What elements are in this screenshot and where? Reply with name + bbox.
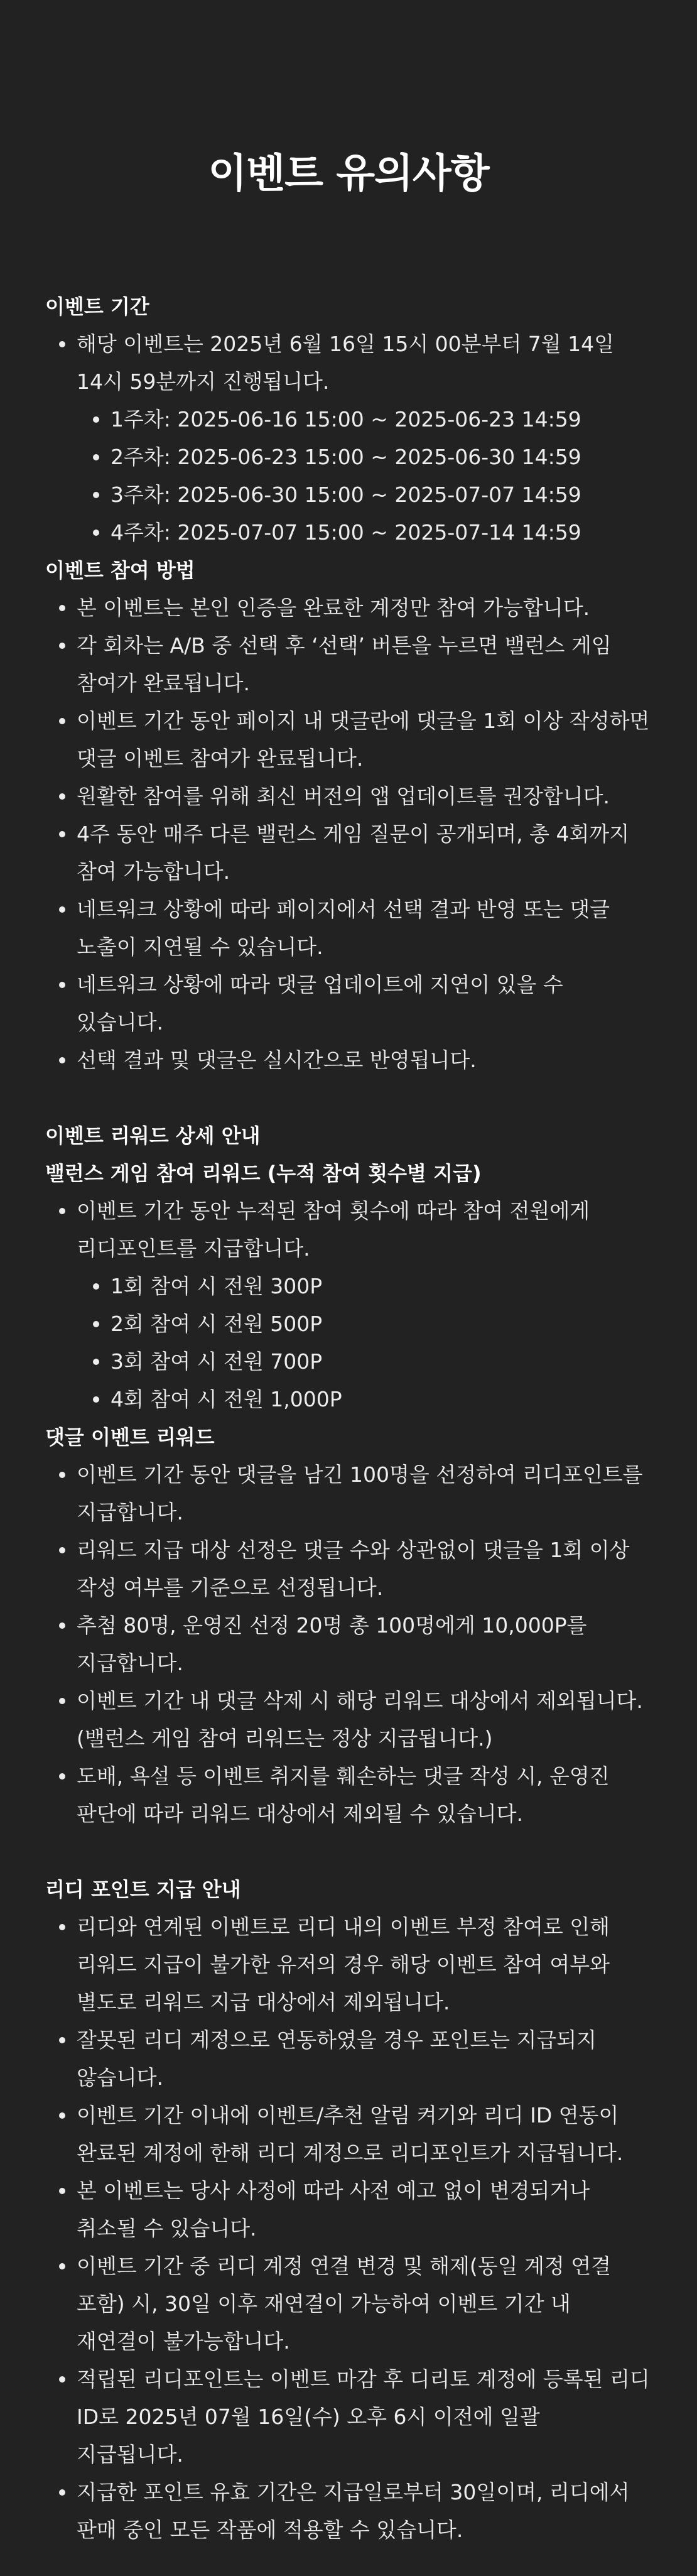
balance-reward-heading: 밸런스 게임 참여 리워드 (누적 참여 횟수별 지급) bbox=[45, 1161, 482, 1185]
list-item: 1주차: 2025-06-16 15:00 ~ 2025-06-23 14:59 bbox=[79, 401, 652, 438]
week-schedule-list bbox=[79, 401, 652, 552]
list-item: 네트워크 상황에 따라 페이지에서 선택 결과 반영 또는 댓글 노출이 지연될 수 있습니다. bbox=[45, 891, 652, 966]
list-item bbox=[45, 325, 652, 552]
balance-reward-text: 이벤트 기간 동안 누적된 참여 횟수에 따라 참여 전원에게 리디포인트를 지급합니다. bbox=[77, 1198, 590, 1261]
participation-heading: 이벤트 참여 방법 bbox=[45, 558, 195, 582]
section-spacer bbox=[45, 1833, 652, 1871]
list-item: 본 이벤트는 당사 사정에 따라 사전 예고 없이 변경되거나 취소될 수 있습니다. bbox=[45, 2172, 652, 2247]
list-item: 네트워크 상황에 따라 댓글 업데이트에 지연이 있을 수 있습니다. bbox=[45, 966, 652, 1041]
event-period-text: 해당 이벤트는 2025년 6월 16일 15시 00분부터 7월 14일 14시 59분까지 진행됩니다. bbox=[77, 332, 615, 394]
points-list bbox=[45, 1908, 652, 2549]
list-item: 본 이벤트는 본인 인증을 완료한 계정만 참여 가능합니다. bbox=[45, 589, 652, 627]
list-item: 2주차: 2025-06-23 15:00 ~ 2025-06-30 14:59 bbox=[79, 438, 652, 476]
page-title: 이벤트 유의사항 bbox=[208, 151, 489, 197]
list-item: 1회 참여 시 전원 300P bbox=[79, 1268, 652, 1305]
list-item: 추첨 80명, 운영진 선정 20명 총 100명에게 10,000P를 지급합니다. bbox=[45, 1607, 652, 1682]
reward-section bbox=[45, 1117, 652, 1833]
list-item: 리워드 지급 대상 선정은 댓글 수와 상관없이 댓글을 1회 이상 작성 여부를 기준으로 선정됩니다. bbox=[45, 1531, 652, 1607]
event-period-list bbox=[45, 325, 652, 552]
list-item: 이벤트 기간 동안 페이지 내 댓글란에 댓글을 1회 이상 작성하면 댓글 이벤트 참여가 완료됩니다. bbox=[45, 702, 652, 778]
list-item: 리디와 연계된 이벤트로 리디 내의 이벤트 부정 참여로 인해 리워드 지급이 불가한 유저의 경우 해당 이벤트 참여 여부와 별도로 리워드 지급 대상에서 제외됩니다. bbox=[45, 1908, 652, 2021]
list-item: 4주 동안 매주 다른 밸런스 게임 질문이 공개되며, 총 4회까지 참여 가능합니다. bbox=[45, 815, 652, 891]
participation-section bbox=[45, 552, 652, 1079]
list-item: 이벤트 기간 중 리디 계정 연결 변경 및 해제(동일 계정 연결 포함) 시, 30일 이후 재연결이 가능하여 이벤트 기간 내 재연결이 불가능합니다. bbox=[45, 2247, 652, 2361]
list-item: 적립된 리디포인트는 이벤트 마감 후 디리토 계정에 등록된 리디 ID로 2025년 07월 16일(수) 오후 6시 이전에 일괄 지급됩니다. bbox=[45, 2361, 652, 2474]
points-section bbox=[45, 1871, 652, 2549]
event-period-heading: 이벤트 기간 bbox=[45, 295, 149, 318]
list-item: 3회 참여 시 전원 700P bbox=[79, 1343, 652, 1381]
list-item: 지급한 포인트 유효 기간은 지급일로부터 30일이며, 리디에서 판매 중인 모든 작품에 적용할 수 있습니다. bbox=[45, 2474, 652, 2549]
section-spacer bbox=[45, 1079, 652, 1117]
notice-content bbox=[45, 288, 652, 2549]
list-item bbox=[45, 1192, 652, 1418]
list-item: 잘못된 리디 계정으로 연동하였을 경우 포인트는 지급되지 않습니다. bbox=[45, 2021, 652, 2097]
event-period-section bbox=[45, 288, 652, 552]
comment-reward-list bbox=[45, 1456, 652, 1833]
reward-tier-list bbox=[79, 1268, 652, 1418]
list-item: 이벤트 기간 이내에 이벤트/추천 알림 켜기와 리디 ID 연동이 완료된 계정에 한해 리디 계정으로 리디포인트가 지급됩니다. bbox=[45, 2097, 652, 2172]
list-item: 4주차: 2025-07-07 15:00 ~ 2025-07-14 14:59 bbox=[79, 514, 652, 552]
list-item: 2회 참여 시 전원 500P bbox=[79, 1305, 652, 1343]
list-item: 각 회차는 A/B 중 선택 후 ‘선택’ 버튼을 누르면 밸런스 게임 참여가 완료됩니다. bbox=[45, 627, 652, 702]
list-item: 원활한 참여를 위해 최신 버전의 앱 업데이트를 권장합니다. bbox=[45, 778, 652, 815]
list-item: 선택 결과 및 댓글은 실시간으로 반영됩니다. bbox=[45, 1041, 652, 1079]
list-item: 3주차: 2025-06-30 15:00 ~ 2025-07-07 14:59 bbox=[79, 476, 652, 514]
list-item: 이벤트 기간 내 댓글 삭제 시 해당 리워드 대상에서 제외됩니다. (밸런스 게임 참여 리워드는 정상 지급됩니다.) bbox=[45, 1682, 652, 1758]
list-item: 이벤트 기간 동안 댓글을 남긴 100명을 선정하여 리디포인트를 지급합니다. bbox=[45, 1456, 652, 1531]
reward-heading: 이벤트 리워드 상세 안내 bbox=[45, 1124, 261, 1148]
participation-list bbox=[45, 589, 652, 1079]
balance-reward-list bbox=[45, 1192, 652, 1418]
list-item: 도배, 욕설 등 이벤트 취지를 훼손하는 댓글 작성 시, 운영진 판단에 따라 리워드 대상에서 제외될 수 있습니다. bbox=[45, 1758, 652, 1833]
points-heading: 리디 포인트 지급 안내 bbox=[45, 1878, 241, 1901]
list-item: 4회 참여 시 전원 1,000P bbox=[79, 1381, 652, 1418]
comment-reward-heading: 댓글 이벤트 리워드 bbox=[45, 1425, 215, 1449]
